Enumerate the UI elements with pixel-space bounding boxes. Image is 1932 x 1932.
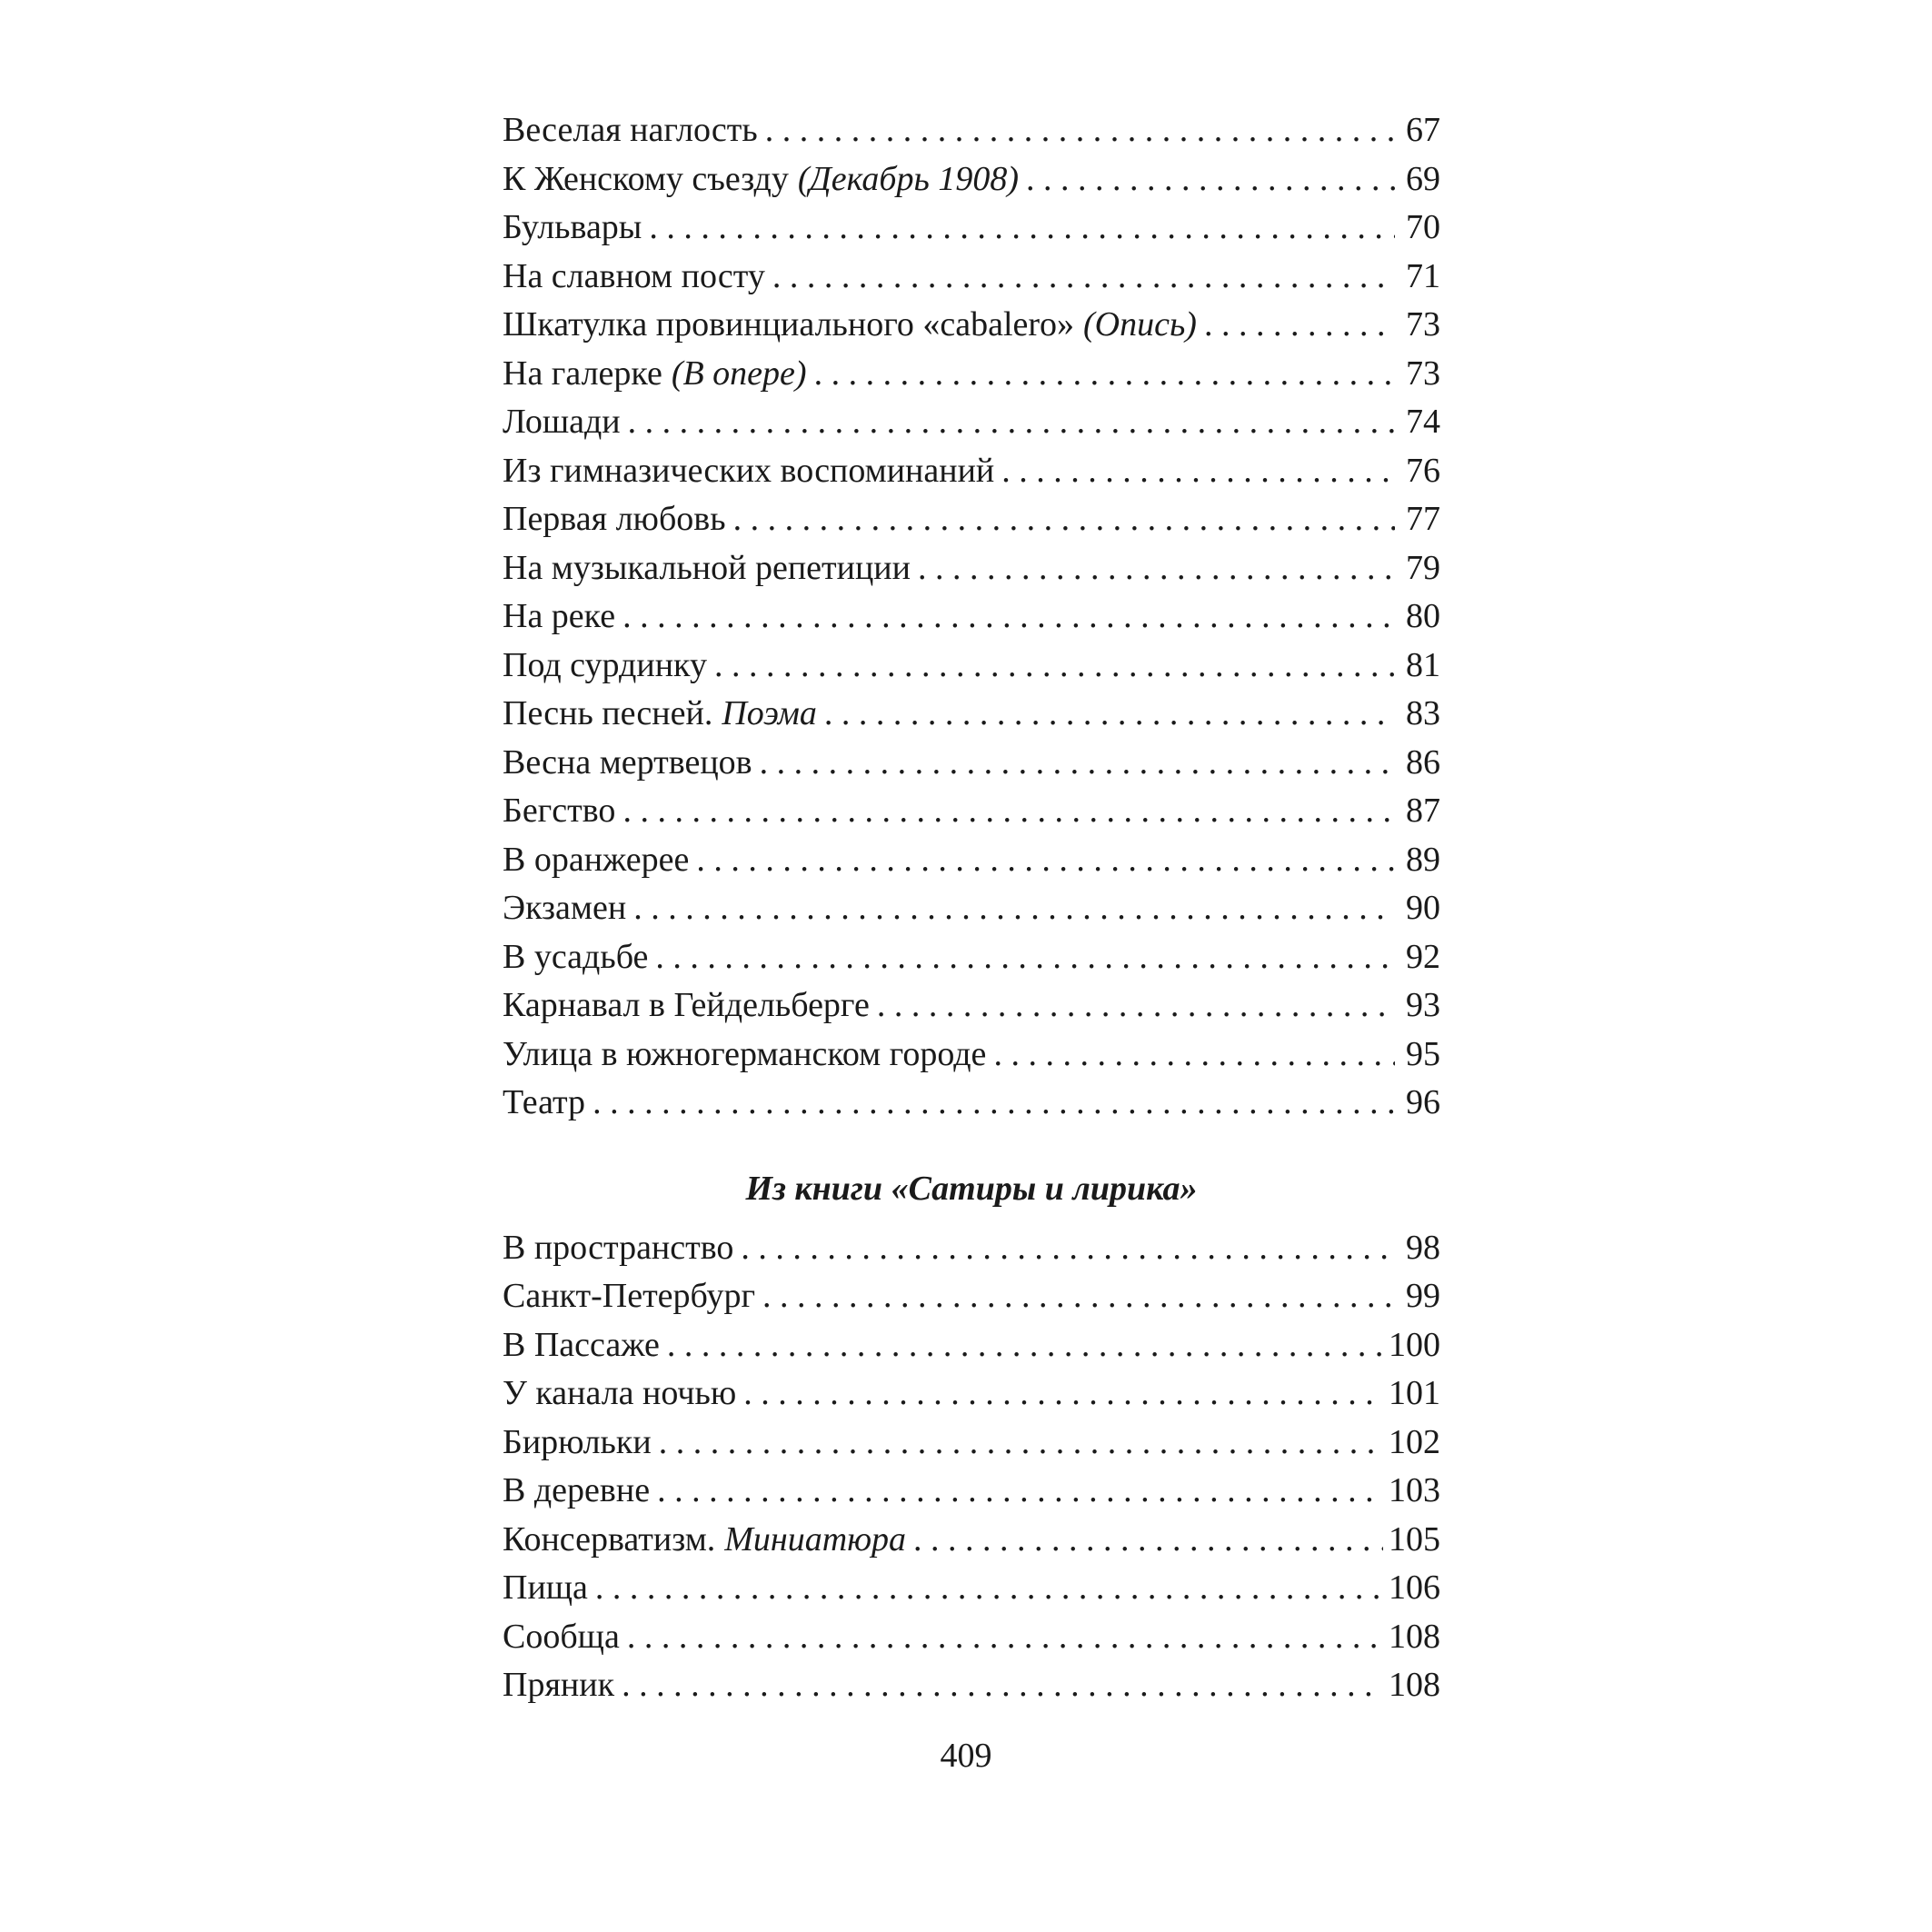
toc-entry-page: 86 (1406, 742, 1440, 782)
toc-entry-title: На славном посту (503, 256, 765, 295)
toc-entry-page: 98 (1406, 1228, 1440, 1267)
dot-leader (760, 739, 1395, 788)
toc-entry (503, 1321, 1440, 1370)
toc-entry-title: В деревне (503, 1471, 651, 1509)
dot-leader (659, 1419, 1383, 1468)
toc-entry (503, 301, 1440, 350)
page-number: 409 (940, 1737, 992, 1775)
dot-leader (877, 981, 1395, 1031)
table-of-contents (503, 106, 1440, 1710)
toc-entry (503, 690, 1440, 739)
toc-entry-subtitle: (Декабрь 1908) (797, 159, 1019, 198)
toc-entry-page: 102 (1389, 1422, 1440, 1461)
toc-entry (503, 1079, 1440, 1128)
toc-entry (503, 933, 1440, 982)
toc-entry-title: Сообща (503, 1617, 620, 1656)
toc-entry-page: 93 (1406, 986, 1440, 1024)
toc-entry (503, 1369, 1440, 1419)
dot-leader (772, 253, 1395, 302)
toc-entry-title: Пряник (503, 1666, 615, 1704)
dot-leader (696, 836, 1395, 885)
toc-entry-title: У канала ночью (503, 1374, 737, 1412)
toc-entry (503, 544, 1440, 593)
toc-entry (503, 1224, 1440, 1273)
toc-entry-page: 67 (1406, 111, 1440, 149)
toc-entry-subtitle: Поэма (722, 694, 817, 732)
toc-entry (503, 350, 1440, 399)
toc-entry-title: Под сурдинку (503, 645, 707, 684)
toc-entry-title: Бирюльки (503, 1422, 652, 1461)
dot-leader (633, 884, 1395, 933)
dot-leader (824, 690, 1395, 739)
dot-leader (622, 1661, 1383, 1710)
toc-entry (503, 981, 1440, 1031)
toc-entry-page: 100 (1389, 1325, 1440, 1364)
toc-entry-page: 73 (1406, 305, 1440, 344)
toc-entry (503, 1467, 1440, 1516)
toc-entry-subtitle: Миниатюра (724, 1519, 907, 1559)
dot-leader (622, 787, 1395, 836)
toc-entry-title: Из гимназических воспоминаний (503, 451, 995, 490)
toc-entry-title: Весна мертвецов (503, 742, 752, 782)
toc-entry-page: 92 (1406, 937, 1440, 976)
toc-entry-page: 70 (1406, 208, 1440, 246)
toc-entry (503, 106, 1440, 155)
toc-entry (503, 398, 1440, 447)
toc-list-part1 (503, 106, 1440, 1128)
toc-entry-page: 106 (1389, 1569, 1440, 1607)
dot-leader (655, 933, 1395, 982)
toc-entry-title: В Пассаже (503, 1325, 660, 1364)
toc-entry-title: В оранжерее (503, 840, 690, 879)
dot-leader (627, 1613, 1383, 1662)
toc-entry (503, 447, 1440, 496)
dot-leader (765, 106, 1395, 155)
dot-leader (1026, 155, 1395, 204)
toc-entry (503, 1516, 1440, 1565)
dot-leader (814, 350, 1395, 399)
dot-leader (593, 1079, 1395, 1128)
dot-leader (913, 1516, 1383, 1565)
toc-entry (503, 1564, 1440, 1613)
dot-leader (714, 642, 1395, 691)
toc-entry-page: 81 (1406, 645, 1440, 684)
toc-entry-title: На галерке (503, 354, 662, 393)
dot-leader (1204, 301, 1395, 350)
dot-leader (595, 1564, 1383, 1613)
toc-entry-page: 108 (1389, 1666, 1440, 1704)
toc-entry-title: Экзамен (503, 889, 627, 927)
toc-entry (503, 155, 1440, 204)
toc-entry-title: На реке (503, 597, 616, 635)
toc-entry-title: Пища (503, 1569, 588, 1607)
toc-entry-page: 108 (1389, 1617, 1440, 1656)
toc-entry-title: К Женскому съезду (503, 159, 789, 198)
dot-leader (918, 544, 1395, 593)
dot-leader (743, 1369, 1383, 1419)
toc-entry-title: Театр (503, 1083, 586, 1121)
toc-entry-page: 87 (1406, 792, 1440, 830)
toc-entry-page: 79 (1406, 548, 1440, 587)
toc-entry-title: Карнавал в Гейдельберге (503, 986, 870, 1024)
toc-entry-title: Бегство (503, 792, 616, 830)
toc-entry (503, 1419, 1440, 1468)
toc-entry-page: 95 (1406, 1034, 1440, 1073)
toc-entry-title: Улица в южногерманском городе (503, 1034, 987, 1073)
toc-entry (503, 642, 1440, 691)
toc-list-part2 (503, 1224, 1440, 1710)
toc-entry-page: 90 (1406, 889, 1440, 927)
toc-entry (503, 836, 1440, 885)
toc-entry-page: 96 (1406, 1083, 1440, 1121)
toc-entry-page: 105 (1389, 1519, 1440, 1559)
toc-entry-page: 73 (1406, 354, 1440, 393)
toc-entry-page: 71 (1406, 256, 1440, 295)
section-heading: Из книги «Сатиры и лирика» (745, 1169, 1198, 1208)
toc-entry-page: 103 (1389, 1471, 1440, 1509)
dot-leader (657, 1467, 1383, 1516)
toc-entry-page: 99 (1406, 1277, 1440, 1315)
toc-entry-page: 69 (1406, 159, 1440, 198)
toc-entry-page: 80 (1406, 597, 1440, 635)
toc-entry-title: Санкт-Петербург (503, 1277, 756, 1315)
dot-leader (762, 1272, 1395, 1321)
toc-entry-page: 101 (1389, 1374, 1440, 1412)
toc-entry (503, 593, 1440, 642)
toc-entry-title: В усадьбе (503, 937, 649, 976)
toc-entry-page: 76 (1406, 451, 1440, 490)
toc-entry-title: Лошади (503, 403, 621, 441)
toc-entry-page: 83 (1406, 694, 1440, 732)
toc-entry (503, 495, 1440, 544)
toc-entry (503, 1661, 1440, 1710)
dot-leader (667, 1321, 1383, 1370)
toc-entry-title: Песнь песней. (503, 694, 713, 732)
toc-entry-page: 89 (1406, 840, 1440, 879)
dot-leader (1001, 447, 1395, 496)
dot-leader (649, 204, 1395, 253)
toc-entry (503, 253, 1440, 302)
toc-entry (503, 787, 1440, 836)
toc-entry-title: В пространство (503, 1228, 734, 1267)
toc-entry-title: На музыкальной репетиции (503, 548, 911, 587)
toc-entry-title: Консерватизм. (503, 1519, 716, 1559)
toc-entry (503, 739, 1440, 788)
toc-entry-title: Бульвары (503, 208, 642, 246)
toc-entry (503, 204, 1440, 253)
dot-leader (733, 495, 1395, 544)
toc-entry (503, 1031, 1440, 1080)
toc-entry (503, 1272, 1440, 1321)
dot-leader (993, 1031, 1395, 1080)
dot-leader (622, 593, 1395, 642)
toc-entry (503, 884, 1440, 933)
toc-entry-subtitle: (В опере) (671, 354, 807, 393)
toc-entry-title: Веселая наглость (503, 111, 758, 149)
toc-entry (503, 1613, 1440, 1662)
dot-leader (628, 398, 1395, 447)
toc-entry-page: 77 (1406, 500, 1440, 538)
toc-entry-title: Шкатулка провинциального «cabalero» (503, 305, 1075, 344)
toc-entry-title: Первая любовь (503, 500, 726, 538)
toc-entry-page: 74 (1406, 403, 1440, 441)
toc-entry-subtitle: (Опись) (1083, 305, 1197, 344)
dot-leader (741, 1224, 1395, 1273)
